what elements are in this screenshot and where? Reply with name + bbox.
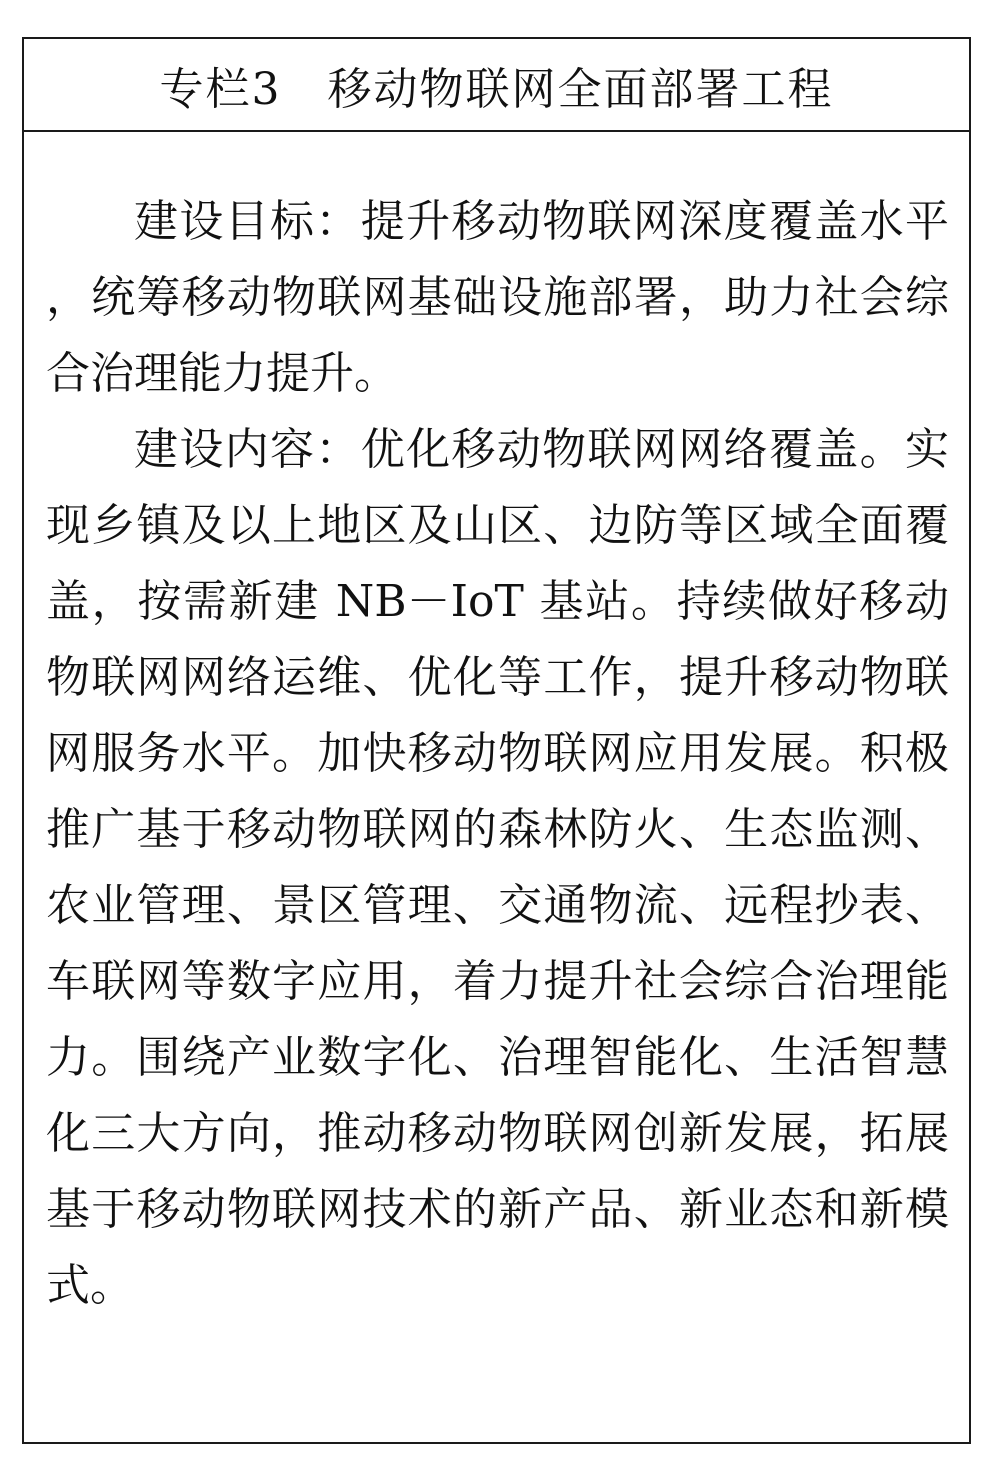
paragraph-construction-content: 建设内容：优化移动物联网网络覆盖。实现乡镇及以上地区及山区、边防等区域全面覆盖，按需新建 NB－IoT 基站。持续做好移动物联网网络运维、优化等工作，提升移动物联网服务水平。加快移动物联网应用发展。积极推广基于移动物联网的森林防火、生态监测、农业管理、景区管理、交通物流、远程抄表、车联网等数字应用，着力提升社会综合治理能力。围绕产业数字化、治理智能化、生活智慧化三大方向，推动移动物联网创新发展，拓展基于移动物联网技术的新产品、新业态和新模式。 bbox=[46, 424, 949, 1311]
paragraph-construction-goal: 建设目标：提升移动物联网深度覆盖水平，统筹移动物联网基础设施部署，助力社会综合治理能力提升。 bbox=[46, 196, 949, 399]
column-body bbox=[46, 184, 949, 1324]
column-title: 专栏3 移动物联网全面部署工程 bbox=[24, 39, 969, 132]
column-box bbox=[22, 37, 971, 1444]
